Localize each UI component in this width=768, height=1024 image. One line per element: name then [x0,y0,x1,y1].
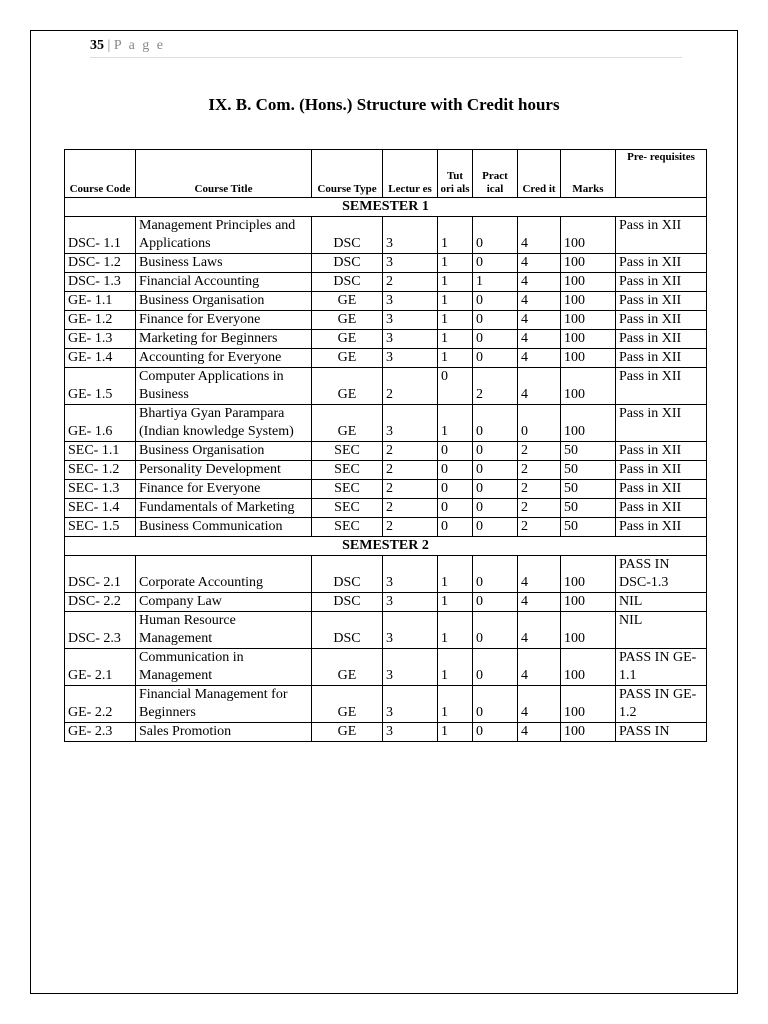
cell-prereq: Pass in XII [616,442,707,461]
table-row [65,349,707,368]
col-lectures: Lectur es [383,150,438,198]
cell-code: DSC- 2.2 [65,593,136,612]
col-tutorials: Tut ori als [438,150,473,198]
table-row [65,254,707,273]
cell-credit: 4 [518,686,561,723]
cell-title: Financial Management for Beginners [136,686,312,723]
cell-prereq: PASS IN GE- 1.2 [616,686,707,723]
cell-practical: 1 [473,273,518,292]
cell-lectures: 2 [383,480,438,499]
cell-marks: 50 [561,461,616,480]
cell-lectures: 3 [383,349,438,368]
cell-type: GE [312,330,383,349]
cell-title: Business Organisation [136,442,312,461]
cell-type: DSC [312,556,383,593]
cell-practical: 0 [473,461,518,480]
col-marks: Marks [561,150,616,198]
cell-marks: 100 [561,612,616,649]
cell-lectures: 3 [383,723,438,742]
cell-code: DSC- 1.1 [65,217,136,254]
cell-prereq: PASS IN [616,723,707,742]
cell-tutorials: 1 [438,686,473,723]
col-course-type: Course Type [312,150,383,198]
cell-practical: 0 [473,556,518,593]
cell-type: GE [312,723,383,742]
table-row [65,480,707,499]
cell-type: GE [312,349,383,368]
cell-marks: 100 [561,292,616,311]
cell-prereq: Pass in XII [616,330,707,349]
cell-type: GE [312,649,383,686]
col-prerequisites: Pre- requisites [616,150,707,198]
page-label: P a g e [113,38,166,53]
cell-tutorials: 0 [438,499,473,518]
cell-tutorials: 1 [438,311,473,330]
cell-prereq: Pass in XII [616,405,707,442]
semester-row [65,537,707,556]
cell-credit: 2 [518,518,561,537]
cell-code: DSC- 2.1 [65,556,136,593]
table-row [65,612,707,649]
cell-title: Sales Promotion [136,723,312,742]
table-row [65,499,707,518]
cell-type: DSC [312,254,383,273]
cell-lectures: 2 [383,461,438,480]
col-course-title: Course Title [136,150,312,198]
cell-practical: 2 [473,368,518,405]
cell-marks: 100 [561,556,616,593]
cell-code: DSC- 1.3 [65,273,136,292]
cell-credit: 4 [518,649,561,686]
cell-tutorials: 1 [438,649,473,686]
cell-credit: 2 [518,442,561,461]
cell-prereq: PASS IN GE- 1.1 [616,649,707,686]
cell-tutorials: 0 [438,480,473,499]
cell-marks: 100 [561,349,616,368]
cell-type: DSC [312,273,383,292]
cell-credit: 4 [518,723,561,742]
cell-title: Business Communication [136,518,312,537]
semester-label: SEMESTER 1 [65,198,707,217]
table-row [65,405,707,442]
table-body [65,198,707,742]
cell-type: GE [312,686,383,723]
cell-marks: 50 [561,499,616,518]
cell-code: GE- 2.1 [65,649,136,686]
cell-code: SEC- 1.3 [65,480,136,499]
cell-code: SEC- 1.2 [65,461,136,480]
col-credit: Cred it [518,150,561,198]
cell-prereq: Pass in XII [616,292,707,311]
cell-lectures: 3 [383,612,438,649]
cell-marks: 100 [561,649,616,686]
cell-lectures: 3 [383,311,438,330]
cell-lectures: 3 [383,686,438,723]
cell-title: Company Law [136,593,312,612]
cell-prereq: Pass in XII [616,480,707,499]
cell-practical: 0 [473,349,518,368]
cell-tutorials: 1 [438,217,473,254]
col-course-code: Course Code [65,150,136,198]
table-row [65,593,707,612]
cell-prereq: Pass in XII [616,461,707,480]
cell-tutorials: 0 [438,368,473,405]
table-row [65,217,707,254]
cell-marks: 100 [561,273,616,292]
cell-practical: 0 [473,723,518,742]
cell-credit: 4 [518,612,561,649]
cell-type: GE [312,311,383,330]
cell-tutorials: 0 [438,461,473,480]
cell-practical: 0 [473,442,518,461]
cell-title: Finance for Everyone [136,480,312,499]
cell-code: SEC- 1.4 [65,499,136,518]
table-row [65,442,707,461]
table-row [65,723,707,742]
cell-prereq: NIL [616,593,707,612]
cell-marks: 100 [561,368,616,405]
semester-label: SEMESTER 2 [65,537,707,556]
table-row [65,649,707,686]
cell-code: GE- 2.3 [65,723,136,742]
cell-code: GE- 1.4 [65,349,136,368]
cell-marks: 100 [561,723,616,742]
cell-marks: 100 [561,217,616,254]
cell-type: SEC [312,518,383,537]
cell-type: DSC [312,593,383,612]
cell-tutorials: 0 [438,518,473,537]
cell-lectures: 2 [383,518,438,537]
cell-practical: 0 [473,254,518,273]
cell-practical: 0 [473,649,518,686]
cell-type: GE [312,405,383,442]
table-row [65,311,707,330]
cell-credit: 4 [518,556,561,593]
cell-prereq: Pass in XII [616,254,707,273]
cell-title: Management Principles and Applications [136,217,312,254]
cell-lectures: 3 [383,556,438,593]
cell-practical: 0 [473,518,518,537]
cell-marks: 50 [561,518,616,537]
cell-code: GE- 1.1 [65,292,136,311]
cell-lectures: 3 [383,254,438,273]
cell-tutorials: 1 [438,612,473,649]
table-row [65,518,707,537]
cell-credit: 4 [518,349,561,368]
cell-marks: 100 [561,686,616,723]
table-row [65,368,707,405]
cell-prereq: Pass in XII [616,311,707,330]
cell-code: GE- 1.5 [65,368,136,405]
cell-credit: 2 [518,499,561,518]
table-row [65,273,707,292]
cell-prereq: Pass in XII [616,273,707,292]
cell-lectures: 3 [383,292,438,311]
cell-practical: 0 [473,612,518,649]
cell-prereq: Pass in XII [616,368,707,405]
cell-marks: 100 [561,311,616,330]
cell-credit: 4 [518,593,561,612]
cell-practical: 0 [473,405,518,442]
cell-title: Corporate Accounting [136,556,312,593]
table-row [65,461,707,480]
cell-practical: 0 [473,330,518,349]
table-row [65,330,707,349]
table-row [65,556,707,593]
cell-lectures: 3 [383,593,438,612]
cell-type: DSC [312,612,383,649]
cell-title: Bhartiya Gyan Parampara (Indian knowledge System) [136,405,312,442]
cell-tutorials: 1 [438,593,473,612]
cell-tutorials: 1 [438,330,473,349]
cell-title: Financial Accounting [136,273,312,292]
cell-title: Personality Development [136,461,312,480]
cell-marks: 50 [561,480,616,499]
cell-credit: 4 [518,311,561,330]
cell-title: Finance for Everyone [136,311,312,330]
cell-credit: 2 [518,480,561,499]
cell-practical: 0 [473,311,518,330]
cell-credit: 0 [518,405,561,442]
cell-title: Fundamentals of Marketing [136,499,312,518]
table-header-row [65,150,707,198]
cell-prereq: Pass in XII [616,349,707,368]
table-row [65,292,707,311]
cell-lectures: 2 [383,368,438,405]
cell-tutorials: 0 [438,442,473,461]
cell-practical: 0 [473,292,518,311]
cell-title: Business Laws [136,254,312,273]
cell-title: Business Organisation [136,292,312,311]
cell-credit: 4 [518,292,561,311]
cell-code: GE- 1.6 [65,405,136,442]
cell-tutorials: 1 [438,405,473,442]
cell-tutorials: 1 [438,254,473,273]
page-number: 35 [90,38,104,53]
cell-title: Computer Applications in Business [136,368,312,405]
cell-tutorials: 1 [438,292,473,311]
cell-code: SEC- 1.1 [65,442,136,461]
cell-marks: 100 [561,405,616,442]
cell-credit: 2 [518,461,561,480]
cell-practical: 0 [473,480,518,499]
cell-lectures: 3 [383,649,438,686]
cell-tutorials: 1 [438,556,473,593]
table-row [65,686,707,723]
cell-prereq: Pass in XII [616,518,707,537]
cell-type: SEC [312,499,383,518]
cell-type: SEC [312,442,383,461]
cell-practical: 0 [473,593,518,612]
cell-type: SEC [312,480,383,499]
cell-credit: 4 [518,273,561,292]
cell-tutorials: 1 [438,723,473,742]
cell-type: GE [312,292,383,311]
cell-lectures: 2 [383,499,438,518]
cell-title: Accounting for Everyone [136,349,312,368]
course-structure-table [64,149,707,742]
cell-title: Communication in Management [136,649,312,686]
cell-practical: 0 [473,217,518,254]
cell-lectures: 3 [383,405,438,442]
cell-credit: 4 [518,217,561,254]
cell-prereq: PASS IN DSC-1.3 [616,556,707,593]
cell-lectures: 3 [383,217,438,254]
cell-marks: 100 [561,254,616,273]
cell-marks: 50 [561,442,616,461]
cell-practical: 0 [473,499,518,518]
cell-code: GE- 1.2 [65,311,136,330]
cell-credit: 4 [518,254,561,273]
cell-prereq: NIL [616,612,707,649]
cell-credit: 4 [518,368,561,405]
cell-type: DSC [312,217,383,254]
cell-type: GE [312,368,383,405]
header-separator: | [107,38,111,53]
document-title: IX. B. Com. (Hons.) Structure with Credit hours [208,95,560,114]
col-practical: Pract ical [473,150,518,198]
cell-marks: 100 [561,593,616,612]
cell-tutorials: 1 [438,349,473,368]
cell-code: DSC- 1.2 [65,254,136,273]
cell-code: GE- 1.3 [65,330,136,349]
cell-lectures: 2 [383,442,438,461]
cell-marks: 100 [561,330,616,349]
cell-code: DSC- 2.3 [65,612,136,649]
cell-credit: 4 [518,330,561,349]
cell-prereq: Pass in XII [616,499,707,518]
cell-practical: 0 [473,686,518,723]
page-header [90,38,682,58]
cell-type: SEC [312,461,383,480]
semester-row [65,198,707,217]
cell-lectures: 3 [383,330,438,349]
cell-prereq: Pass in XII [616,217,707,254]
cell-title: Human Resource Management [136,612,312,649]
cell-tutorials: 1 [438,273,473,292]
cell-code: SEC- 1.5 [65,518,136,537]
cell-code: GE- 2.2 [65,686,136,723]
cell-title: Marketing for Beginners [136,330,312,349]
cell-lectures: 2 [383,273,438,292]
